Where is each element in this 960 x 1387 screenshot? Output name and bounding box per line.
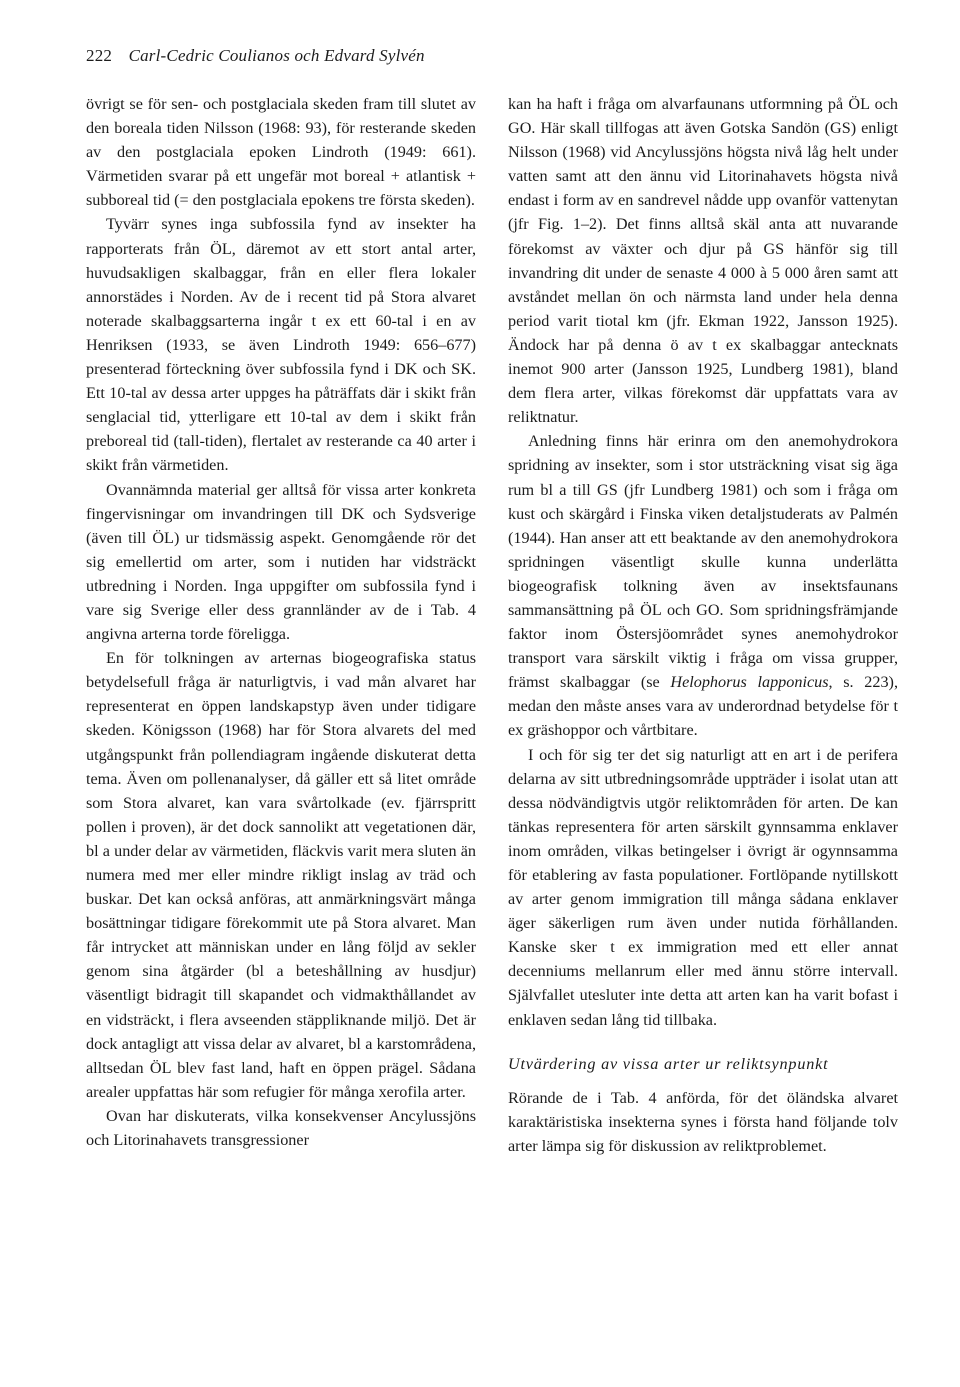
paragraph-text: , s. 223), medan den måste anses vara av underordnad betydelse för t ex gräshoppor och vårtbitare. — [508, 673, 898, 740]
paragraph: Tyvärr synes inga subfossila fynd av insekter ha rapporterats från ÖL, däremot av ett stort antal arter, huvudsakligen skalbaggar, från en eller flera lokaler annorstädes i Norden. Av de i recent tid på Stora alvaret noterade skalbaggsarterna ingår t ex ett 60-tal i en av Henriksen (1933, se även Lindroth 1949: 656–677) presenterad förteckning över subfossila fynd i DK och SK. Ett 10-tal av dessa arter uppges ha påträffats där i skikt från senglacial tid, ytterligare ett 10-tal av dem i skikt från preboreal tid (tall-tiden), flertalet av resterande ca 40 arter i skikt från värmetiden. — [86, 215, 476, 475]
paragraph: Rörande de i Tab. 4 anförda, för det öländska alvaret karaktäristiska insekterna synes i första hand följande tolv arter lämpa sig för diskussion av reliktproblemet. — [508, 1088, 898, 1155]
paragraph: kan ha haft i fråga om alvarfaunans utformning på ÖL och GO. Här skall tillfogas att även Gotska Sandön (GS) enligt Nilsson (1968) vid Ancylussjöns högsta nivå låg helt under vatten samt att den ännu vid Litorinahavets högsta nivå endast i form av en sandrevel nådde upp ovanför vattenytan (jfr Fig. 1–2). Det finns alltså skäl anta att nuvarande förekomst av växter och djur på GS hänför sig till invandring dit under de senaste 4 000 à 5 000 åren samt att avståndet mellan ön och närmsta land under hela denna period varit tiotal km (jfr. Ekman 1922, Jansson 1925). Ändock har på denna ö av t ex skalbaggar antecknats inemot 900 arter (Jansson 1925, Lundberg 1981), bland dem flera arter, vilkas förekomst där uppfattats vara av reliktnatur. — [508, 95, 898, 427]
paragraph: En för tolkningen av arternas biogeografiska status betydelsefull fråga är naturligtvis, i vad mån alvaret har representerat en öppen landskapstyp även under tidigare skeden. Königsson (1968) har för Stora alvarets del med utgångspunkt från pollendiagram ingående diskuterat detta tema. Även om pollenanalyser, då gäller ett så litet område som Stora alvaret, kan vara svårtolkade (ev. fjärrspritt pollen i proven), är det dock sannolikt att vegetationen där, bl a under delar av värmetiden, fläckvis varit mera sluten än numera med mer eller mindre rikligt inslag av träd och buskar. Det kan också anföras, att anmärkningsvärt många bosättningar tidigare förekommit ute på Stora alvaret. Man får intrycket att människan under en lång följd av sekler genom sina åtgärder (bl a beteshållning av husdjur) väsentligt bidragit till skapandet och vidmakthållandet av en vidsträckt, i flera avseenden stäppliknande miljö. Det är dock antagligt att vissa delar av alvaret, bl a karstområdena, alltsedan ÖL blev fast land, haft en öppen prägel. Sådana arealer uppfattas här som refugier för många xerofila arter. — [86, 649, 476, 1101]
species-name: Helophorus lapponicus — [670, 673, 829, 692]
paragraph-text: Anledning finns här erinra om den anemohydrokora spridning av insekter, som i stor utsträckning visat sig äga rum bl a till GS (jfr Lundberg 1981) och som i fråga om kust och skärgård i Finska viken detaljstuderats av Palmén (1944). Han anser att ett beaktande av den anemohydrokora spridningen väsentligt skulle kunna underlätta biogeografisk tolkning även av insektsfaunans sammansättning på ÖL och GO. Som spridningsfrämjande faktor inom Östersjöområdet synes anemohydrokor transport vara särskilt viktig i fråga om vissa grupper, främst skalbaggar (se — [508, 432, 898, 692]
right-column — [508, 92, 898, 1158]
paragraph: Ovan har diskuterats, vilka konsekvenser Ancylussjöns och Litorinahavets transgressioner — [86, 1106, 476, 1150]
running-head-authors: Carl-Cedric Coulianos och Edvard Sylvén — [128, 46, 425, 65]
paragraph: övrigt se för sen- och postglaciala skeden fram till slutet av den boreala tiden Nilsson (1968: 93), för resterande skeden av den postglaciala epoken Lindroth (1949: 661). Värmetiden svarar på ett ungefär mot boreal + atlantisk + subboreal tid (= den postglaciala epokens tre första skeden). — [86, 95, 476, 210]
paragraph — [508, 429, 898, 742]
section-heading: Utvärdering av vissa arter ur reliktsynpunkt — [508, 1054, 829, 1073]
paragraph: Ovannämnda material ger alltså för vissa arter konkreta fingervisningar om invandringen till DK och Sydsverige (även till ÖL) ur tidsmässig aspekt. Genomgående rör det sig emellertid om arter, som i nutiden har vidsträckt utbredning i Norden. Inga uppgifter om subfossila fynd i vare sig Sverige eller dess grannländer av de i Tab. 4 angivna arterna torde föreligga. — [86, 480, 476, 644]
left-column — [86, 92, 476, 1152]
paragraph: I och för sig ter det sig naturligt att en art i de perifera delarna av sitt utbredningsområde uppträder i isolat utan att dessa nödvändigtvis utgör reliktområden för arten. De kan tänkas representera för arten särskilt gynnsamma enklaver inom områden, vilkas betingelser i övrigt är ogynnsamma för etablering av fasta populationer. Fortlöpande nytillskott av arter genom immigration till många sådana enklaver äger säkerligen rum även under nutida förhållanden. Kanske sker t ex immigration med ett eller annat decenniums mellanrum eller med ännu större intervall. Självfallet utesluter inte detta att arten kan ha varit bofast i enklaven sedan lång tid tillbaka. — [508, 745, 898, 1029]
running-head — [86, 46, 425, 66]
page-number: 222 — [86, 46, 113, 65]
